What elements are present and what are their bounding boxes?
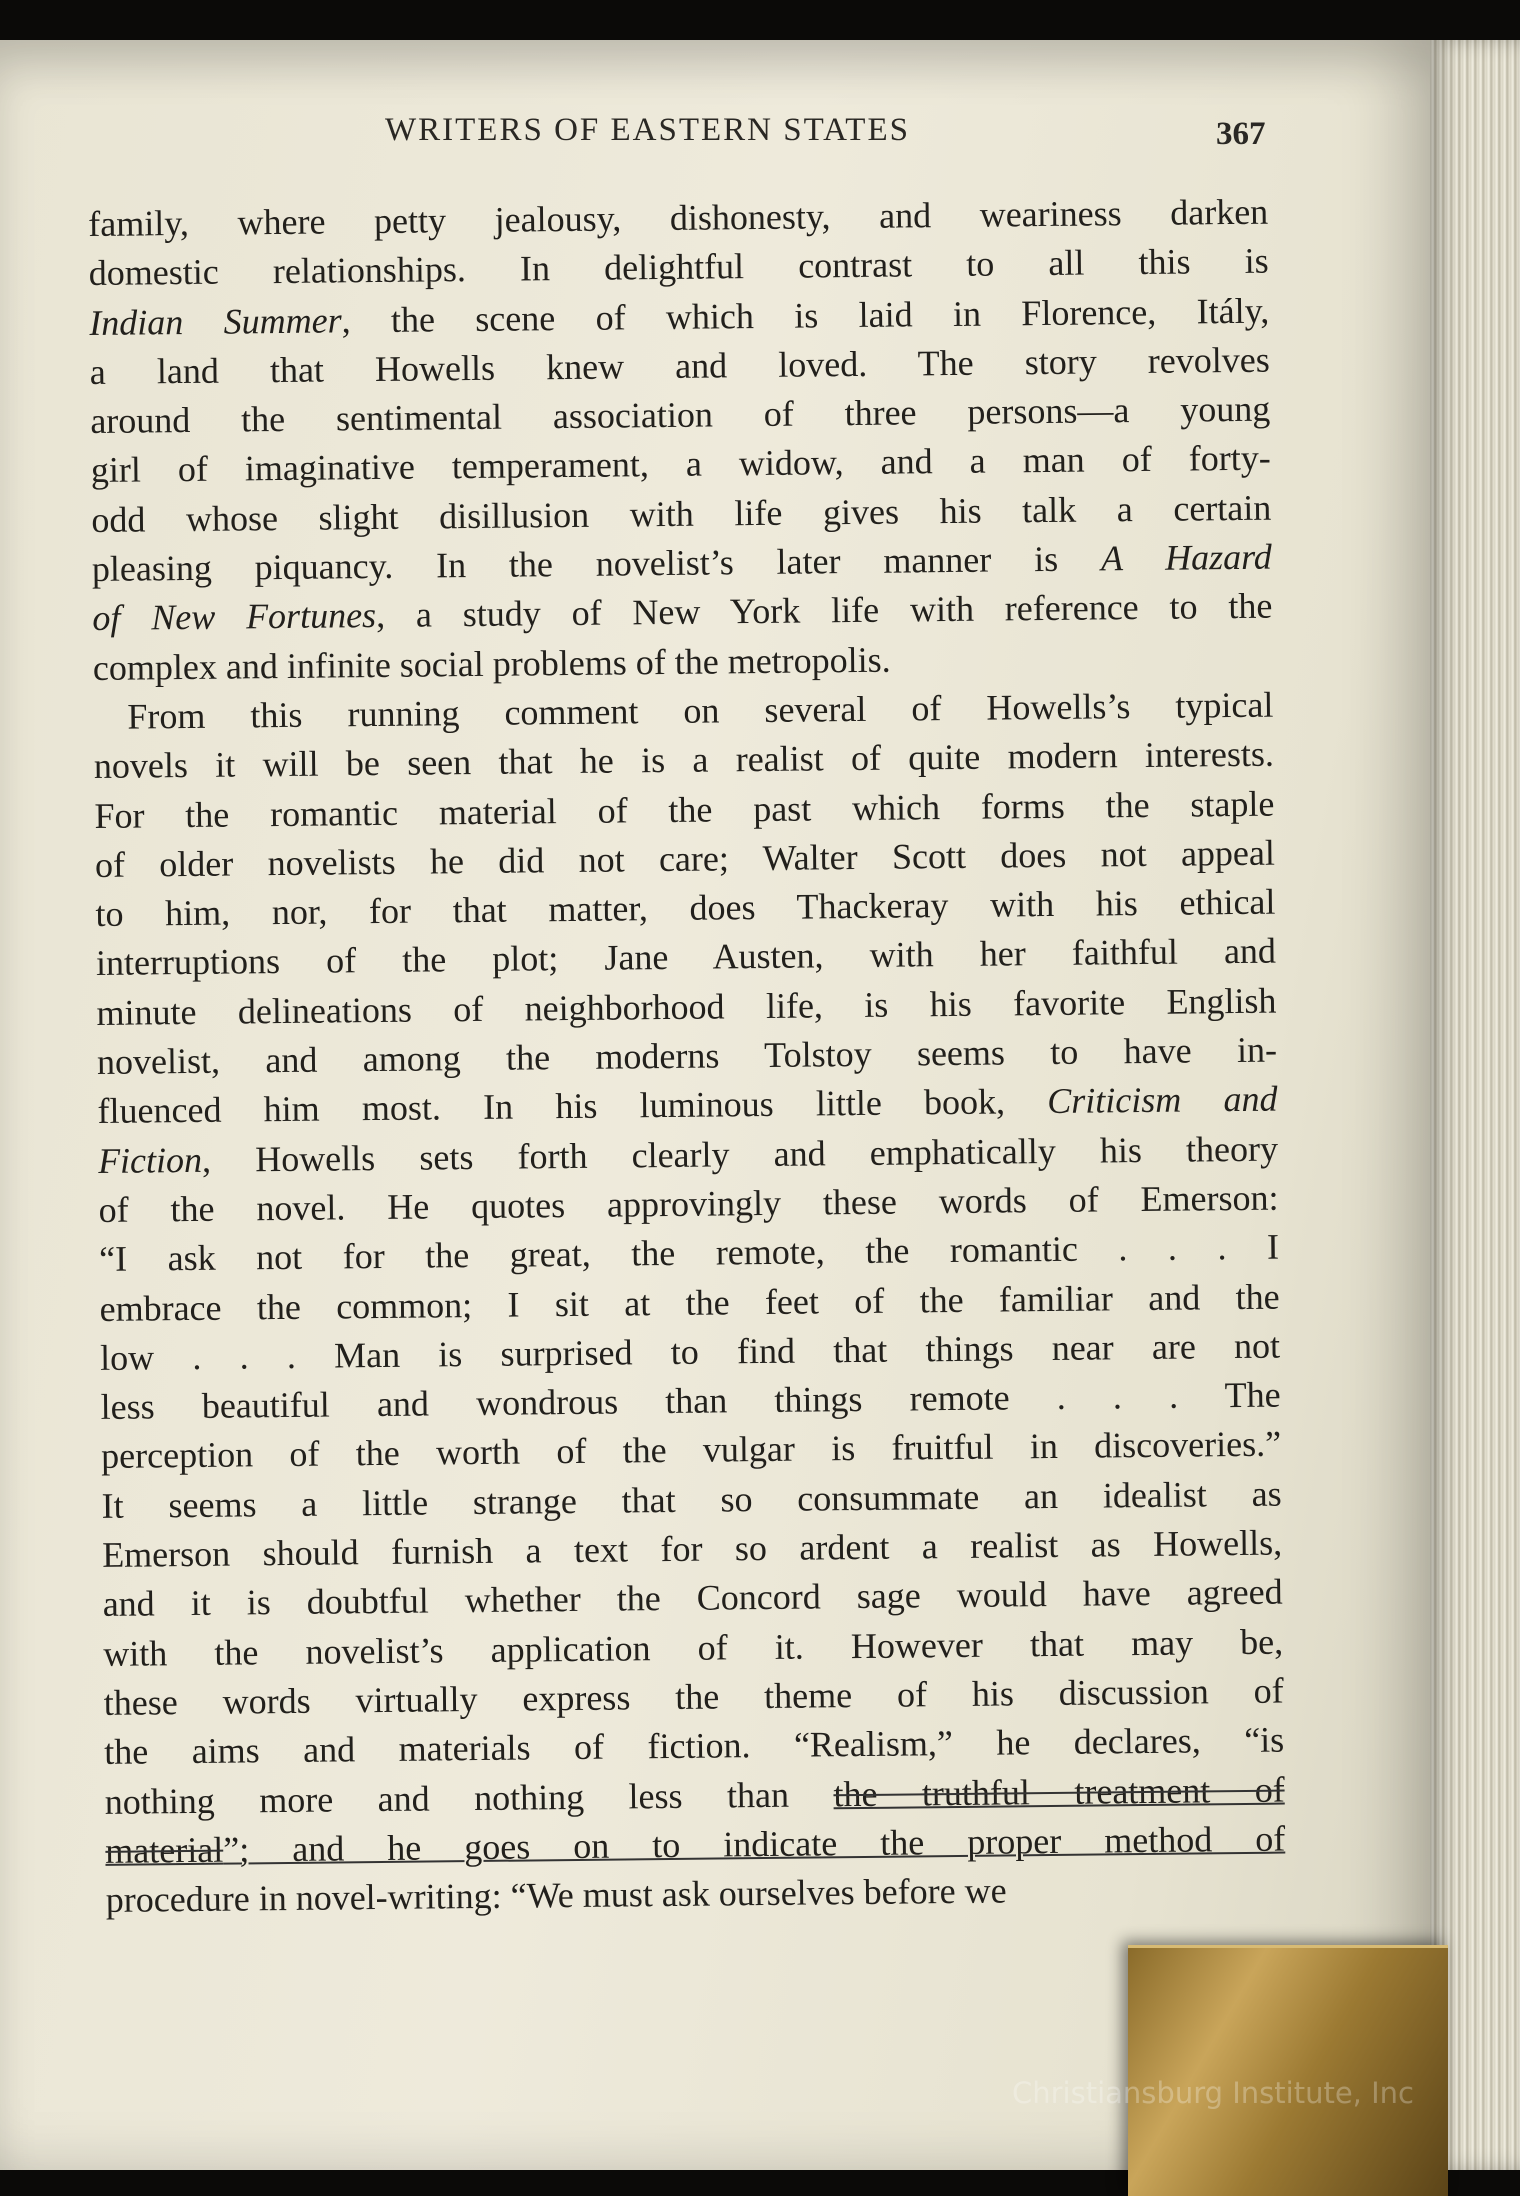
text-line: novels it will be seen that he is a realist of quite modern interests. (93, 733, 1275, 787)
book-title-criticism: Criticism and (1047, 1078, 1278, 1122)
text-line: domestic relationships. In delightful contrast to all this is (88, 240, 1269, 294)
text-line: perception of the worth of the vulgar is fruitful in discoveries.” (100, 1423, 1282, 1477)
text-line: and it is doubtful whether the Concord sage would have agreed (102, 1571, 1283, 1625)
text-line: around the sentimental association of three persons—a young (90, 388, 1271, 442)
book-title-indian-summer: Indian Summer (89, 299, 342, 343)
text-line: Emerson should furnish a text for so ardent a realist as Howells, (101, 1522, 1283, 1575)
text-line: to him, nor, for that matter, does Thackeray with his ethical (95, 881, 1276, 935)
text-line: procedure in novel-writing: “We must ask ourselves before we (105, 1870, 1007, 1920)
text-line: the aims and materials of fiction. “Realism,” he declares, “is (104, 1719, 1285, 1773)
watermark: Christiansburg Institute, Inc (1012, 2076, 1414, 2110)
running-head-title: WRITERS OF EASTERN STATES (385, 112, 910, 148)
text-line: with the novelist’s application of it. However that may be, (103, 1621, 1284, 1674)
text-line: minute delineations of neighborhood life, is his favorite English (96, 980, 1277, 1033)
text-line: Indian Summer, the scene of which is laid in Florence, Itály, (89, 290, 1270, 343)
text-line: complex and infinite social problems of the metropolis. (92, 639, 891, 688)
text-line: of older novelists he did not care; Walter Scott does not appeal (94, 832, 1276, 885)
page-number: 367 (1216, 116, 1266, 152)
text-line: material”; and he goes on to indicate the proper method of (105, 1818, 1286, 1871)
text-line: For the romantic material of the past which forms the staple (94, 783, 1275, 836)
text-line: less beautiful and wondrous than things remote . . . The (100, 1374, 1281, 1428)
text-line: From this running comment on several of Howells’s typical (127, 684, 1274, 737)
text-line: pleasing piquancy. In the novelist’s later manner is A Hazard (91, 536, 1273, 590)
struck-phrase: the truthful treatment of (833, 1769, 1285, 1814)
text-line: of New Fortunes, a study of New York life with reference to the (92, 585, 1273, 639)
text-line: Fiction, Howells sets forth clearly and emphatically his theory (97, 1128, 1279, 1181)
text-line: interruptions of the plot; Jane Austen, with her faithful and (95, 931, 1277, 984)
text-line: these words virtually express the theme of his discussion of (103, 1670, 1284, 1723)
text-line: of the novel. He quotes approvingly these words of Emerson: (98, 1177, 1279, 1230)
running-head (0, 112, 1300, 162)
book-title-fiction: Fiction (97, 1139, 203, 1181)
text-line: embrace the common; I sit at the feet of the familiar and the (99, 1276, 1280, 1329)
body-text (88, 188, 1286, 1926)
text-line: novelist, and among the moderns Tolstoy seems to have in- (96, 1029, 1278, 1082)
text-line: family, where petty jealousy, dishonesty, and weariness darken (88, 191, 1269, 244)
text-line: fluenced him most. In his luminous little book, Criticism and (97, 1078, 1278, 1132)
struck-word: material (105, 1829, 224, 1871)
text-line: odd whose slight disillusion with life gives his talk a certain (91, 487, 1272, 540)
book-title-new-fortunes: of New Fortunes (92, 595, 377, 639)
text-line: nothing more and nothing less than the truthful treatment of (104, 1769, 1285, 1822)
book-title-a-hazard: A Hazard (1100, 536, 1273, 579)
text-line: girl of imaginative temperament, a widow, and a man of forty- (90, 438, 1271, 491)
text-line: “I ask not for the great, the remote, the romantic . . . I (98, 1226, 1280, 1280)
text-line: It seems a little strange that so consummate an idealist as (101, 1473, 1282, 1526)
text-line: low . . . Man is surprised to find that things near are not (99, 1325, 1281, 1378)
page-edges (1430, 40, 1520, 2170)
text-line: a land that Howells knew and loved. The story revolves (89, 339, 1270, 392)
brass-page-weight (1128, 1945, 1448, 2196)
